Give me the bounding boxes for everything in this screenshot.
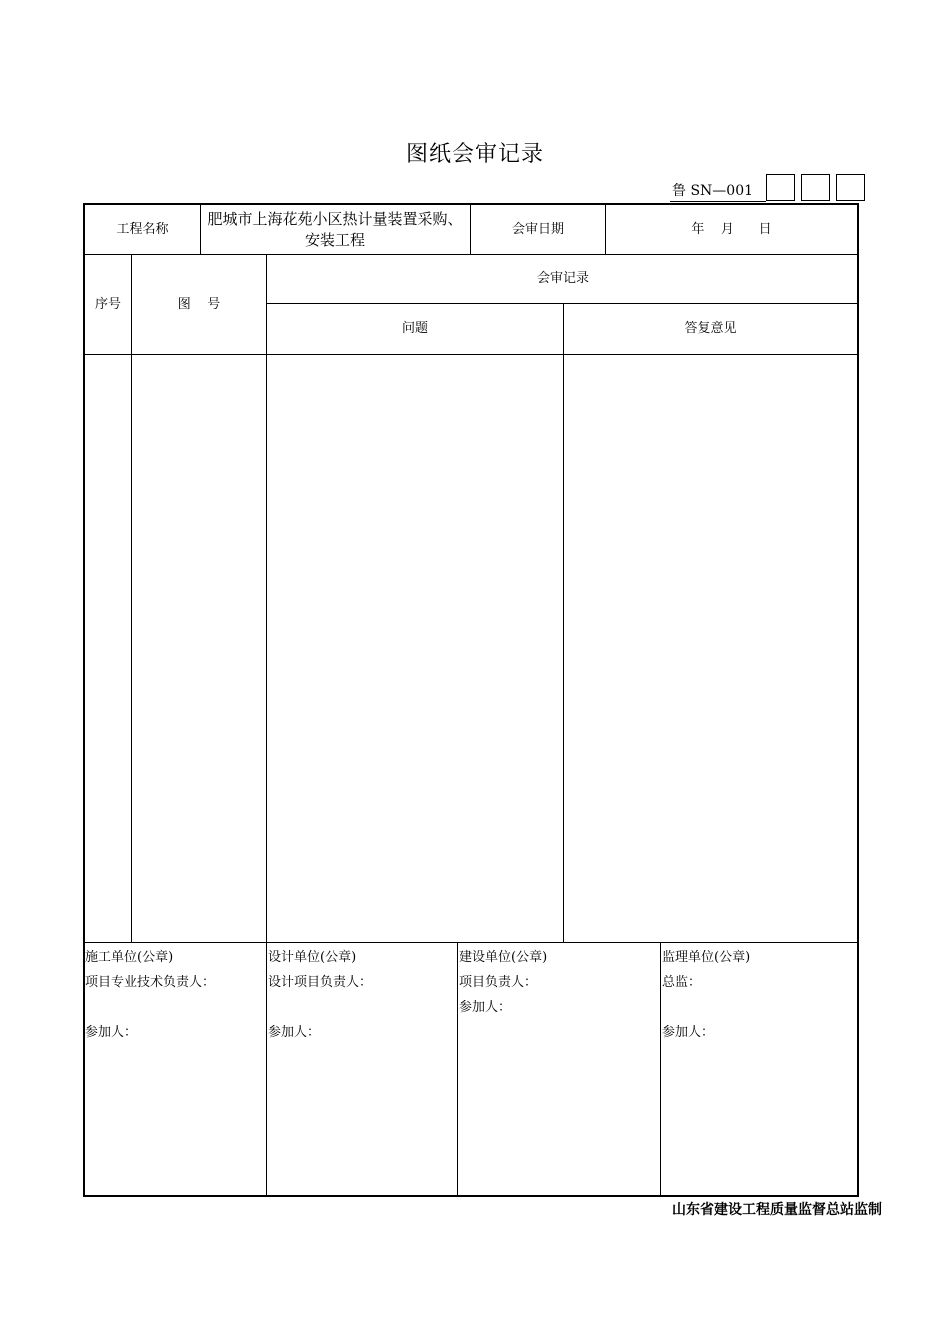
construction-unit-label: 施工单位(公章) xyxy=(85,950,174,965)
col-divider xyxy=(200,203,201,254)
review-date-label: 会审日期 xyxy=(511,221,564,237)
seq-column-area[interactable] xyxy=(85,355,131,942)
page-title: 图纸会审记录 xyxy=(405,142,544,167)
project-name-value[interactable]: 肥城市上海花苑小区热计量装置采购、安装工程 xyxy=(207,209,463,249)
construction-unit-block[interactable] xyxy=(85,945,215,1045)
design-unit-label: 设计单位(公章) xyxy=(268,950,357,965)
supervision-participants-label: 参加人： xyxy=(662,1025,715,1040)
form-code: 鲁 SN—001 xyxy=(672,183,754,199)
review-date-value[interactable]: 年 月 日 xyxy=(691,221,772,237)
design-lead-label: 设计项目负责人： xyxy=(268,975,373,990)
code-box-1[interactable] xyxy=(766,174,795,201)
drawing-no-header: 图 号 xyxy=(177,296,221,312)
form-code-underline xyxy=(670,201,766,202)
reply-column-area[interactable] xyxy=(564,355,857,942)
construction-participants-label: 参加人： xyxy=(85,1025,138,1040)
owner-unit-label: 建设单位(公章) xyxy=(459,950,548,965)
issuer-footer: 山东省建设工程质量监督总站监制 xyxy=(672,1202,882,1218)
owner-participants-label: 参加人： xyxy=(459,1000,512,1015)
col-divider xyxy=(457,942,458,1196)
owner-lead-label: 项目负责人： xyxy=(459,975,538,990)
drawing-no-column-area[interactable] xyxy=(132,355,266,942)
supervision-unit-label: 监理单位(公章) xyxy=(662,950,751,965)
project-name-label: 工程名称 xyxy=(116,221,169,237)
reply-header: 答复意见 xyxy=(684,321,737,336)
review-record-header: 会审记录 xyxy=(536,271,589,286)
col-divider xyxy=(660,942,661,1196)
row-divider xyxy=(83,942,859,943)
code-box-3[interactable] xyxy=(836,174,865,201)
design-unit-block[interactable] xyxy=(268,945,372,1045)
code-box-2[interactable] xyxy=(801,174,830,201)
owner-unit-block[interactable] xyxy=(459,945,547,1020)
seq-header: 序号 xyxy=(94,296,121,312)
issue-column-area[interactable] xyxy=(267,355,563,942)
supervision-unit-block[interactable] xyxy=(662,945,750,1045)
construction-lead-label: 项目专业技术负责人： xyxy=(85,975,216,990)
issue-header: 问题 xyxy=(401,321,428,336)
design-participants-label: 参加人： xyxy=(268,1025,321,1040)
supervision-lead-label: 总监： xyxy=(662,975,702,990)
